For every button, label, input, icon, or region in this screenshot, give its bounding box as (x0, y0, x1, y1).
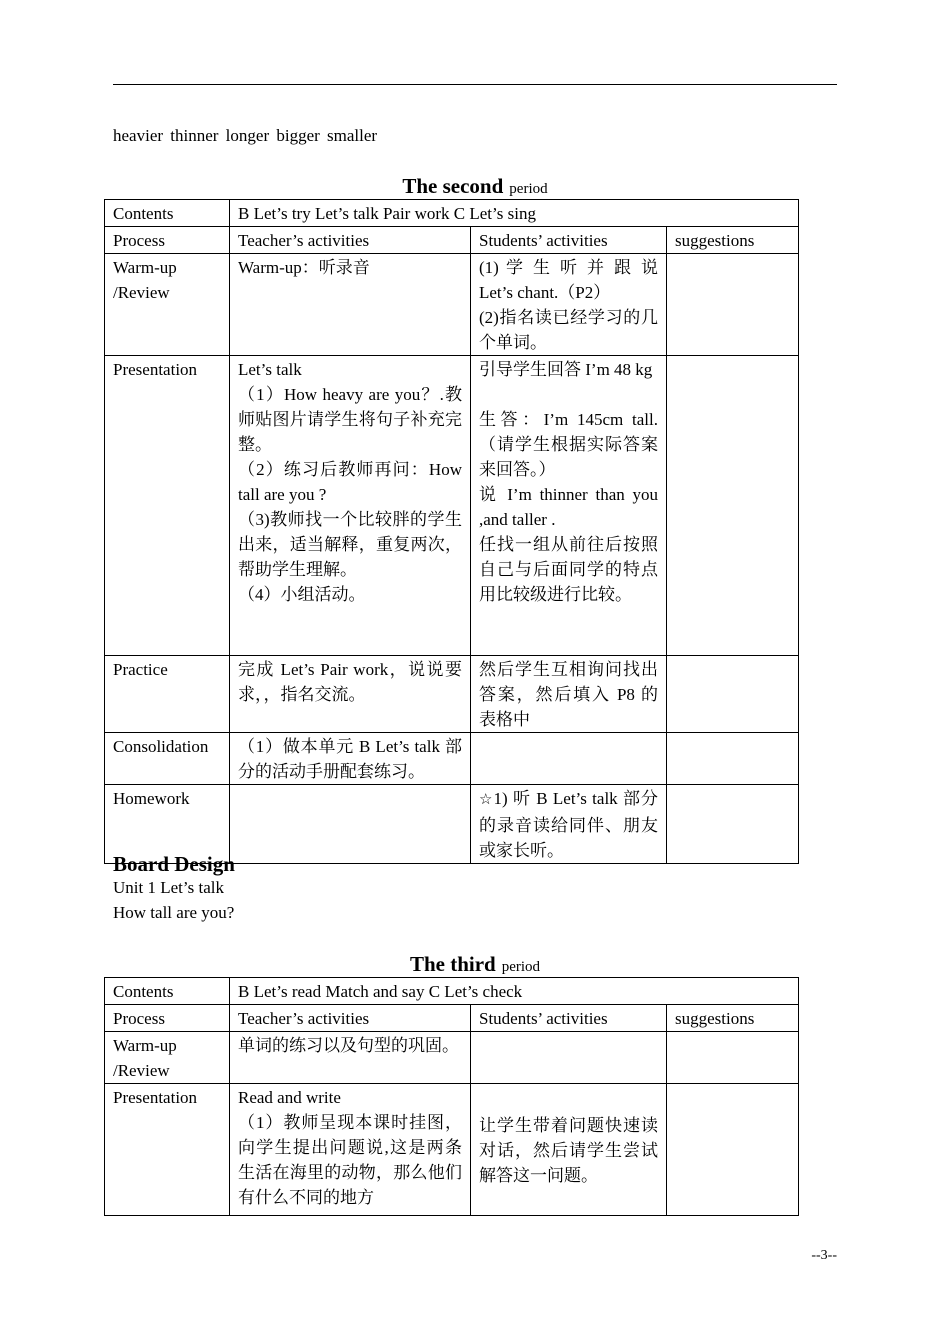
suggestions-cell (667, 254, 799, 356)
process-cell: Presentation (105, 1084, 230, 1216)
suggestions-cell (667, 785, 799, 864)
teacher-cell: Let’s talk （1）How heavy are you？.教师贴图片请学生将句子补充完整。 （2）练习后教师再问：How tall are you ? （3)教师找一个比较胖的学生出来，适当解释，重复两次，帮助学生理解。 （4）小组活动。 (230, 356, 471, 656)
comparative-word-list: heavier thinner longer bigger smaller (113, 126, 378, 145)
process-cell: Presentation (105, 356, 230, 656)
header-row (105, 227, 799, 254)
header-suggestions: suggestions (667, 227, 799, 254)
process-cell: Consolidation (105, 733, 230, 785)
period-title-main: The third (409, 952, 496, 976)
teacher-cell (230, 785, 471, 864)
process-cell: Warm-up /Review (105, 254, 230, 356)
students-cell (471, 1032, 667, 1084)
table-row (105, 254, 799, 356)
header-teacher: Teacher’s activities (230, 1005, 471, 1032)
second-period-table (104, 199, 799, 864)
header-rule (113, 84, 837, 85)
header-teacher: Teacher’s activities (230, 227, 471, 254)
star-icon: ☆ (479, 792, 494, 808)
header-row (105, 1005, 799, 1032)
suggestions-cell (667, 733, 799, 785)
header-suggestions: suggestions (667, 1005, 799, 1032)
students-cell: 引导学生回答 I’m 48 kg 生答：I’m 145cm tall.（请学生根据实际答案来回答。） 说 I’m thinner than you ,and taller . 任找一组从前往后按照自己与后面同学的特点用比较级进行比较。 (471, 356, 667, 656)
header-students: Students’ activities (471, 227, 667, 254)
contents-value: B Let’s try Let’s talk Pair work C Let’s sing (230, 200, 799, 227)
table-row (105, 1032, 799, 1084)
period-title-suffix: period (509, 181, 548, 197)
second-period-title (104, 174, 846, 199)
period-title-suffix: period (501, 959, 541, 975)
table-row (105, 356, 799, 656)
third-period-table (104, 977, 799, 1216)
header-students: Students’ activities (471, 1005, 667, 1032)
teacher-cell: 单词的练习以及句型的巩固。 (230, 1032, 471, 1084)
contents-row (105, 978, 799, 1005)
contents-label: Contents (105, 978, 230, 1005)
teacher-cell: 完成 Let’s Pair work，说说要求，，指名交流。 (230, 656, 471, 733)
table-row (105, 1084, 799, 1216)
suggestions-cell (667, 656, 799, 733)
header-process: Process (105, 1005, 230, 1032)
students-cell: (1) 学 生 听 并 跟 说 Let’s chant.（P2） (2)指名读已经学习的几个单词。 (471, 254, 667, 356)
contents-label: Contents (105, 200, 230, 227)
teacher-cell: Warm-up：听录音 (230, 254, 471, 356)
header-process: Process (105, 227, 230, 254)
board-line: How tall are you? (113, 903, 235, 922)
period-title-main: The second (402, 174, 504, 198)
students-cell: 让学生带着问题快速读对话，然后请学生尝试解答这一问题。 (471, 1084, 667, 1216)
board-line: Unit 1 Let’s talk (113, 878, 224, 897)
contents-row (105, 200, 799, 227)
page-number: --3-- (811, 1248, 837, 1263)
board-design-title: Board Design (113, 852, 235, 876)
suggestions-cell (667, 1032, 799, 1084)
process-cell: Homework (105, 785, 230, 864)
students-cell (471, 733, 667, 785)
third-period-title (104, 952, 846, 977)
suggestions-cell (667, 1084, 799, 1216)
teacher-cell: Read and write （1）教师呈现本课时挂图，向学生提出问题说,这是两条生活在海里的动物，那么他们有什么不同的地方 (230, 1084, 471, 1216)
suggestions-cell (667, 356, 799, 656)
process-cell: Warm-up /Review (105, 1032, 230, 1084)
teacher-cell: （1）做本单元 B Let’s talk 部分的活动手册配套练习。 (230, 733, 471, 785)
students-cell: ☆1) 听 B Let’s talk 部分的录音读给同伴、朋友或家长听。 (471, 785, 667, 864)
students-cell: 然后学生互相询问找出答案，然后填入 P8 的表格中 (471, 656, 667, 733)
process-cell: Practice (105, 656, 230, 733)
table-row (105, 733, 799, 785)
contents-value: B Let’s read Match and say C Let’s check (230, 978, 799, 1005)
table-row (105, 656, 799, 733)
